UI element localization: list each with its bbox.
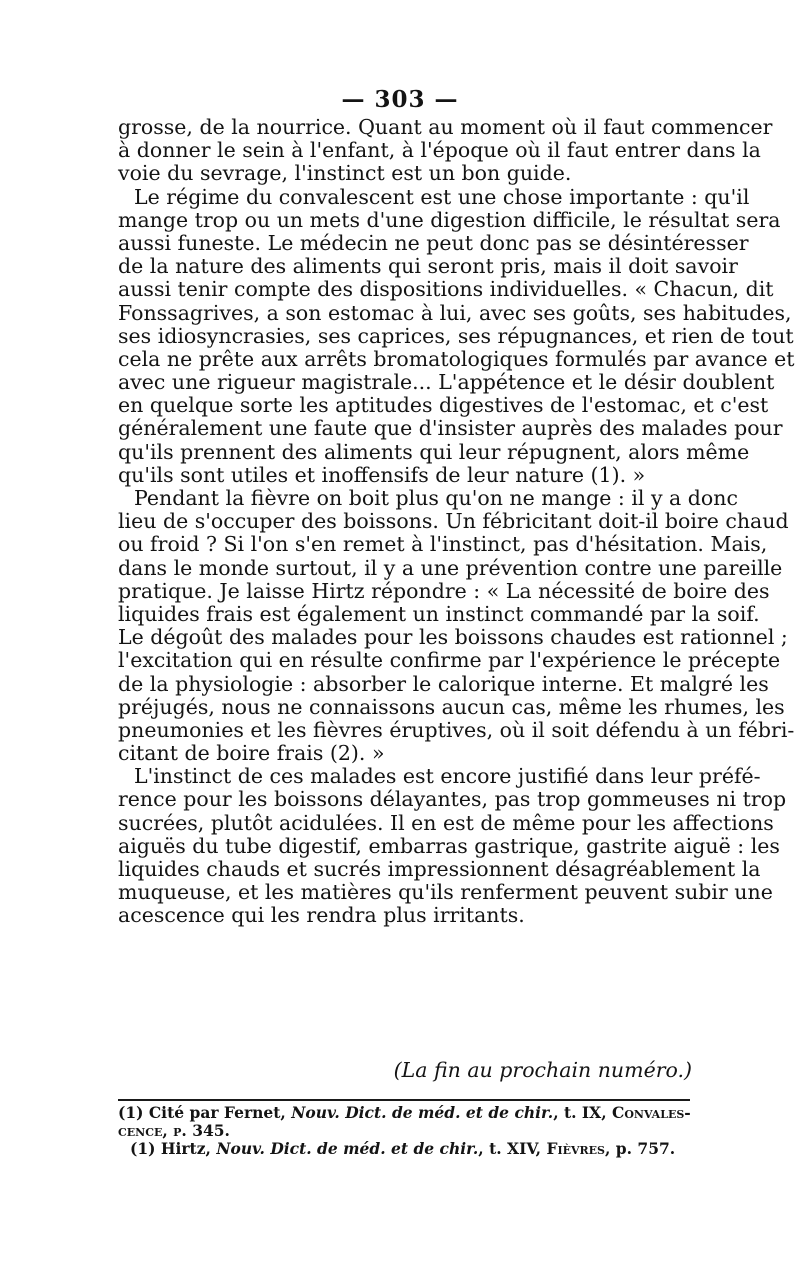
closing-note xyxy=(0,1058,800,1082)
page-number: — 303 — xyxy=(341,86,459,113)
text-line: Le dégoût des malades pour les boissons chaudes est rationnel ; xyxy=(118,625,788,650)
text-line: qu'ils sont utiles et inoffensifs de leur nature (1). » xyxy=(118,462,646,487)
text-line: en quelque sorte les aptitudes digestives de l'estomac, et c'est xyxy=(118,393,769,418)
footnote-2 xyxy=(118,1140,688,1158)
text-line: citant de boire frais (2). » xyxy=(118,741,385,766)
footnote-1-title: Nouv. Dict. de méd. et de chir. xyxy=(291,1103,554,1122)
text-line: liquides frais est également un instinct commandé par la soif. xyxy=(118,601,760,626)
text-line: aiguës du tube digestif, embarras gastrique, gastrite aiguë : les xyxy=(118,833,780,858)
footnote-1-section: Convales- xyxy=(612,1103,691,1122)
text-line: pneumonies et les fièvres éruptives, où il soit défendu à un fébri- xyxy=(118,717,795,742)
text-line: aussi tenir compte des dispositions individuelles. « Chacun, dit xyxy=(118,277,774,302)
text-line: aussi funeste. Le médecin ne peut donc pas se désintéresser xyxy=(118,230,749,255)
text-line: Le régime du convalescent est une chose importante : qu'il xyxy=(134,184,750,209)
footnote-1-continuation-text: cence, p. 345. xyxy=(118,1121,230,1140)
footnote-2-pre: Hirtz, xyxy=(155,1139,217,1158)
footnote-rule xyxy=(118,1099,690,1101)
text-line: rence pour les boissons délayantes, pas trop gommeuses ni trop xyxy=(118,787,787,812)
footnotes xyxy=(118,1103,691,1158)
text-line: l'excitation qui en résulte confirme par l'expérience le précepte xyxy=(118,648,781,673)
text-line: à donner le sein à l'enfant, à l'époque où il faut entrer dans la xyxy=(118,138,761,163)
text-line: mange trop ou un mets d'une digestion difficile, le résultat sera xyxy=(118,207,781,232)
text-line: voie du sevrage, l'instinct est un bon guide. xyxy=(118,161,572,186)
text-line: de la nature des aliments qui seront pris, mais il doit savoir xyxy=(118,254,738,279)
text-line: liquides chauds et sucrés impressionnent désagréablement la xyxy=(118,857,761,881)
footnote-2-section: Fièvres xyxy=(546,1139,605,1158)
footnote-1 xyxy=(118,1103,691,1122)
text-line: dans le monde surtout, il y a une prévention contre une pareille xyxy=(118,555,783,580)
body-text xyxy=(118,115,795,928)
text-line: avec une rigueur magistrale... L'appétence et le désir doublent xyxy=(118,370,775,395)
text-line: ses idiosyncrasies, ses caprices, ses répugnances, et rien de tout xyxy=(118,323,794,348)
text-line: de la physiologie : absorber le calorique interne. Et malgré les xyxy=(118,671,769,696)
footnote-2-post: , t. XIV, xyxy=(478,1139,547,1158)
text-line: sucrées, plutôt acidulées. Il en est de même pour les affections xyxy=(118,810,774,835)
text-line: généralement une faute que d'insister auprès des malades pour xyxy=(118,416,783,441)
text-line: cela ne prête aux arrêts bromatologiques formulés par avance et xyxy=(118,346,795,371)
text-line: qu'ils prennent des aliments qui leur répugnent, alors même xyxy=(118,439,750,464)
text-line: acescence qui les rendra plus irritants. xyxy=(118,903,525,928)
text-line: préjugés, nous ne connaissons aucun cas, même les rhumes, les xyxy=(118,694,785,719)
footnote-2-tail: , p. 757. xyxy=(604,1139,676,1158)
text-line: pratique. Je laisse Hirtz répondre : « La nécessité de boire des xyxy=(118,578,770,603)
text-line: grosse, de la nourrice. Quant au moment où il faut commencer xyxy=(118,115,773,139)
text-line: L'instinct de ces malades est encore justifié dans leur préfé- xyxy=(134,764,761,789)
text-line: Fonssagrives, a son estomac à lui, avec ses goûts, ses habitudes, xyxy=(118,300,792,325)
footnote-1-pre: Cité par Fernet, xyxy=(143,1103,292,1122)
text-line: ou froid ? Si l'on s'en remet à l'instinct, pas d'hésitation. Mais, xyxy=(118,532,768,557)
footnote-1-continuation xyxy=(118,1122,688,1140)
footnote-1-post: , t. IX, xyxy=(553,1103,613,1122)
footnote-2-title: Nouv. Dict. de méd. et de chir. xyxy=(216,1139,479,1158)
footnote-1-mark: (1) xyxy=(118,1103,144,1122)
text-line: muqueuse, et les matières qu'ils renferment peuvent subir une xyxy=(118,880,773,905)
text-line: Pendant la fièvre on boit plus qu'on ne mange : il y a donc xyxy=(134,486,738,510)
footnote-2-mark: (1) xyxy=(130,1139,156,1158)
text-line: lieu de s'occuper des boissons. Un fébricitant doit-il boire chaud xyxy=(118,509,789,534)
closing-note-text: (La fin au prochain numéro.) xyxy=(393,1058,692,1082)
